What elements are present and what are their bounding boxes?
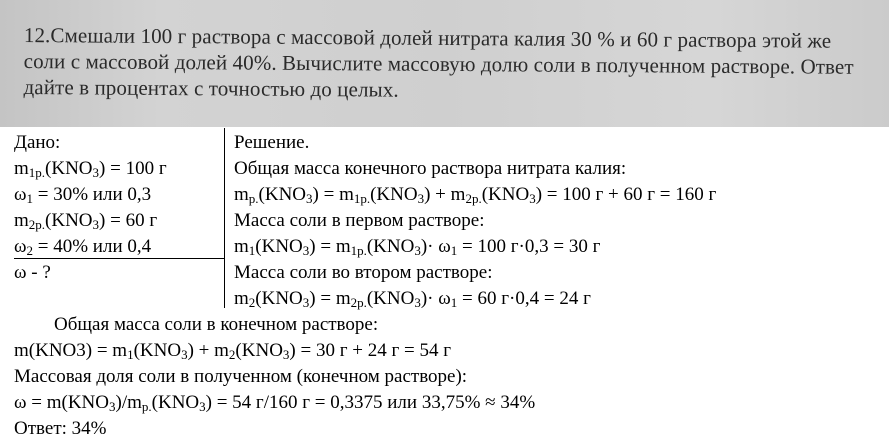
conclusion-equation-1: $m(KNO3) = m_1(KNO_3) + m_2(KNO_3) = 30$ г + 24 г = 54 г <box>14 340 452 362</box>
conclusion-equation-2: $\omega = m(KNO_3)/m_{р.}(KNO_3) = 54$ г/160 г = 0,3375 или 33,75% ≈ 34% <box>14 392 536 414</box>
given-fraction-1: $\omega_1 = 30\%$ или 0,3 <box>14 184 152 206</box>
solution-equation-1: $m_{р.}(KNO_3) = m_{1р.}(KNO_3) + m_{2р.}(KNO_3) = 100$ г + 60 г = 160 г <box>234 184 717 206</box>
given-mass-1: $m_{1р.}(KNO_3) = 100$ г <box>14 158 167 180</box>
given-mass-2: $m_{2р.}(KNO_3) = 60$ г <box>14 210 158 232</box>
problem-photo <box>0 0 889 127</box>
solution-text-1: Общая масса конечного раствора нитрата калия: <box>234 158 627 179</box>
solution-equation-2: $m_1(KNO_3) = m_{1р.}(KNO_3)\cdot \omega_1 = 100$ г·0,3 = 30 г <box>234 236 601 258</box>
solution-title: Решение. <box>234 132 310 153</box>
problem-text <box>23 22 864 106</box>
conclusion-text-2: Массовая доля соли в полученном (конечном растворе): <box>14 366 468 387</box>
divider-vertical <box>224 128 225 308</box>
given-title: Дано: <box>14 132 61 153</box>
problem-line: дайте в процентах с точностью до целых. <box>23 74 399 102</box>
problem-line: 12.Смешали 100 г раствора с массовой долей нитрата калия 30 % и 60 г раствора этой же <box>23 22 832 53</box>
problem-line: соли с массовой долей 40%. Вычислите массовую долю соли в полученном растворе. Ответ <box>23 48 854 79</box>
conclusion-section <box>14 312 884 442</box>
solution-section <box>234 130 884 312</box>
unknown-quantity: ω - ? <box>14 262 51 283</box>
conclusion-text-1: Общая масса соли в конечном растворе: <box>54 314 379 335</box>
solution-text-3: Масса соли во втором растворе: <box>234 262 493 283</box>
answer: Ответ: 34% <box>14 418 107 439</box>
given-section <box>14 130 224 260</box>
given-fraction-2: $\omega_2 = 40\%$ или 0,4 <box>14 236 152 258</box>
solution-text-2: Масса соли в первом растворе: <box>234 210 485 231</box>
solution-equation-3: $m_2(KNO_3) = m_{2р.}(KNO_3)\cdot \omega_1 = 60$ г·0,4 = 24 г <box>234 288 591 310</box>
divider-horizontal <box>14 258 225 259</box>
